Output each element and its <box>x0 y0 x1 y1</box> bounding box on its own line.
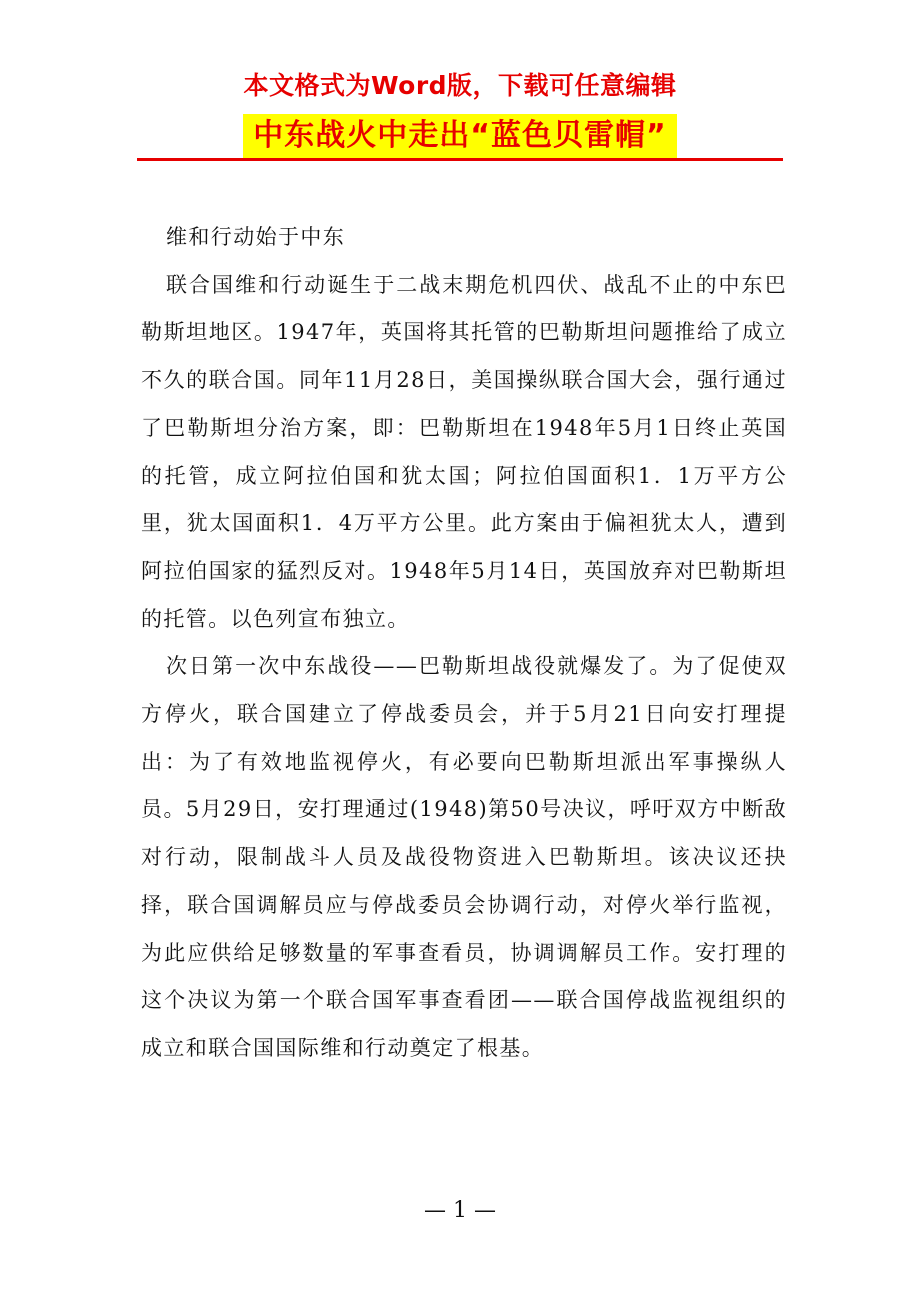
paragraph: 次日第一次中东战役——巴勒斯坦战役就爆发了。为了促使双方停火，联合国建立了停战委员会，并于5月21日向安打理提出：为了有效地监视停火，有必要向巴勒斯坦派出军事操纵人员。5月29日，安打理通过(1948)第50号决议，呼吁双方中断敌对行动，限制战斗人员及战役物资进入巴勒斯坦。该决议还抉择，联合国调解员应与停战委员会协调行动，对停火举行监视，为此应供给足够数量的军事查看员，协调调解员工作。安打理的这个决议为第一个联合国军事查看团——联合国停战监视组织的成立和联合国国际维和行动奠定了根基。 <box>141 654 787 1060</box>
title-divider <box>137 158 783 161</box>
paragraph: 联合国维和行动诞生于二战末期危机四伏、战乱不止的中东巴勒斯坦地区。1947年，英国将其托管的巴勒斯坦问题推给了成立不久的联合国。同年11月28日，美国操纵联合国大会，强行通过了巴勒斯坦分治方案，即：巴勒斯坦在1948年5月1日终止英国的托管，成立阿拉伯国和犹太国；阿拉伯国面积1．1万平方公里，犹太国面积1．4万平方公里。此方案由于偏袒犹太人，遭到阿拉伯国家的猛烈反对。1948年5月14日，英国放弃对巴勒斯坦的托管。以色列宣布独立。 <box>141 272 787 631</box>
article-body <box>141 214 787 1073</box>
page-number: — 1 — <box>424 1198 496 1223</box>
format-notice: 本文格式为Word版，下载可任意编辑 <box>243 71 677 100</box>
page-title: 中东战火中走出“蓝色贝雷帽” <box>243 114 676 158</box>
title-container <box>0 114 920 158</box>
section-heading: 维和行动始于中东 <box>166 225 346 249</box>
